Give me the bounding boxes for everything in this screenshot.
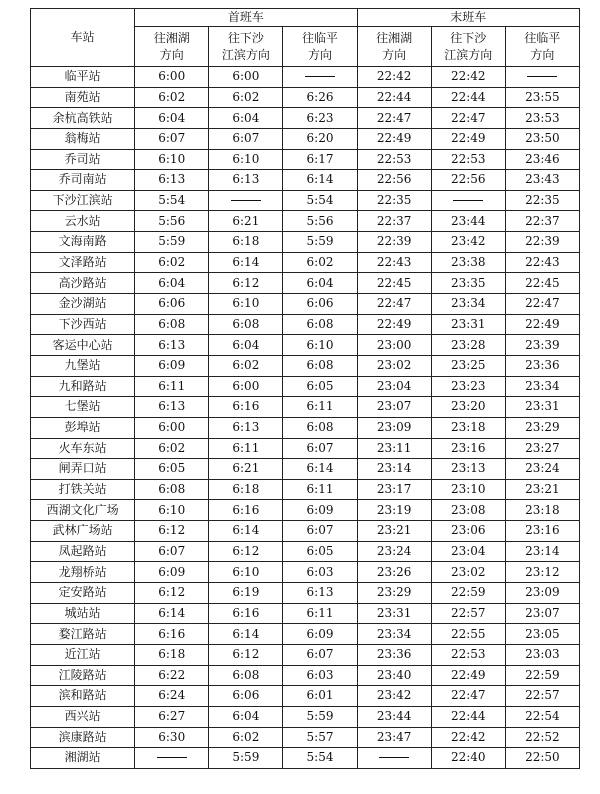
time-cell: 23:08 xyxy=(431,500,505,521)
time-cell: 22:49 xyxy=(431,665,505,686)
time-cell: 6:02 xyxy=(209,355,283,376)
time-cell: 6:09 xyxy=(135,355,209,376)
time-cell: 6:16 xyxy=(135,624,209,645)
time-cell: 23:14 xyxy=(505,541,579,562)
time-cell: 23:28 xyxy=(431,335,505,356)
time-cell: 22:56 xyxy=(357,170,431,191)
time-cell: 22:49 xyxy=(357,128,431,149)
station-name: 下沙江滨站 xyxy=(31,190,135,211)
time-cell: 22:42 xyxy=(357,67,431,88)
time-cell: 6:08 xyxy=(283,314,357,335)
time-cell: 23:34 xyxy=(357,624,431,645)
time-cell: 23:24 xyxy=(505,459,579,480)
time-cell: 5:54 xyxy=(283,190,357,211)
time-cell: 23:20 xyxy=(431,397,505,418)
time-cell xyxy=(357,748,431,769)
time-cell: 22:42 xyxy=(431,727,505,748)
station-name: 余杭高铁站 xyxy=(31,108,135,129)
time-cell: 22:50 xyxy=(505,748,579,769)
time-cell: 6:07 xyxy=(209,128,283,149)
no-service-dash xyxy=(453,200,483,201)
time-cell: 23:31 xyxy=(505,397,579,418)
time-cell: 6:07 xyxy=(135,128,209,149)
time-cell: 5:54 xyxy=(283,748,357,769)
no-service-dash xyxy=(231,200,261,201)
time-cell xyxy=(431,190,505,211)
direction-header: 往临平 方向 xyxy=(505,27,579,67)
time-cell: 22:42 xyxy=(431,67,505,88)
time-cell: 23:55 xyxy=(505,87,579,108)
no-service-dash xyxy=(527,76,557,77)
direction-header: 往下沙 江滨方向 xyxy=(209,27,283,67)
time-cell xyxy=(209,190,283,211)
time-cell: 6:12 xyxy=(209,644,283,665)
station-name: 乔司站 xyxy=(31,149,135,170)
time-cell: 23:16 xyxy=(505,521,579,542)
time-cell: 22:47 xyxy=(431,108,505,129)
station-name: 武林广场站 xyxy=(31,521,135,542)
time-cell: 23:34 xyxy=(431,294,505,315)
station-header: 车站 xyxy=(31,9,135,67)
table-row xyxy=(31,170,580,191)
time-cell: 6:24 xyxy=(135,686,209,707)
time-cell: 5:59 xyxy=(135,232,209,253)
no-service-dash xyxy=(157,757,187,758)
time-cell: 22:59 xyxy=(431,583,505,604)
time-cell: 6:04 xyxy=(209,335,283,356)
time-cell: 23:09 xyxy=(505,583,579,604)
station-name: 文海南路 xyxy=(31,232,135,253)
time-cell: 6:02 xyxy=(209,727,283,748)
time-cell: 23:27 xyxy=(505,438,579,459)
table-row xyxy=(31,87,580,108)
time-cell: 23:42 xyxy=(357,686,431,707)
time-cell: 6:18 xyxy=(209,232,283,253)
time-cell: 6:00 xyxy=(209,376,283,397)
time-cell: 22:47 xyxy=(505,294,579,315)
time-cell: 22:45 xyxy=(505,273,579,294)
time-cell: 23:21 xyxy=(357,521,431,542)
time-cell: 22:49 xyxy=(431,128,505,149)
time-cell: 5:59 xyxy=(209,748,283,769)
time-cell: 5:56 xyxy=(283,211,357,232)
time-cell: 23:06 xyxy=(431,521,505,542)
station-name: 江陵路站 xyxy=(31,665,135,686)
time-cell: 6:14 xyxy=(283,459,357,480)
time-cell: 6:00 xyxy=(135,417,209,438)
time-cell: 23:07 xyxy=(357,397,431,418)
station-name: 城站站 xyxy=(31,603,135,624)
time-cell: 6:03 xyxy=(283,562,357,583)
time-cell: 23:16 xyxy=(431,438,505,459)
time-cell: 23:14 xyxy=(357,459,431,480)
time-cell: 6:04 xyxy=(283,273,357,294)
time-cell: 22:53 xyxy=(431,644,505,665)
time-cell: 6:04 xyxy=(209,108,283,129)
time-cell: 6:02 xyxy=(135,252,209,273)
station-name: 高沙路站 xyxy=(31,273,135,294)
time-cell: 23:35 xyxy=(431,273,505,294)
time-cell: 6:05 xyxy=(135,459,209,480)
table-row xyxy=(31,459,580,480)
time-cell: 23:13 xyxy=(431,459,505,480)
time-cell: 6:08 xyxy=(283,355,357,376)
station-name: 滨和路站 xyxy=(31,686,135,707)
table-row xyxy=(31,273,580,294)
station-name: 九堡站 xyxy=(31,355,135,376)
table-row xyxy=(31,190,580,211)
schedule-body xyxy=(31,67,580,769)
time-cell: 22:56 xyxy=(431,170,505,191)
table-row xyxy=(31,417,580,438)
time-cell: 23:38 xyxy=(431,252,505,273)
time-cell: 23:03 xyxy=(505,644,579,665)
time-cell: 6:02 xyxy=(135,87,209,108)
time-cell: 6:13 xyxy=(135,397,209,418)
time-cell: 23:04 xyxy=(357,376,431,397)
time-cell: 22:43 xyxy=(505,252,579,273)
time-cell: 22:44 xyxy=(431,706,505,727)
time-cell: 23:05 xyxy=(505,624,579,645)
time-cell: 23:18 xyxy=(505,500,579,521)
table-row xyxy=(31,727,580,748)
direction-header: 往湘湖 方向 xyxy=(135,27,209,67)
table-row xyxy=(31,521,580,542)
time-cell: 6:16 xyxy=(209,603,283,624)
time-cell: 22:55 xyxy=(431,624,505,645)
time-cell: 6:16 xyxy=(209,397,283,418)
table-row xyxy=(31,562,580,583)
time-cell: 22:49 xyxy=(505,314,579,335)
time-cell: 23:09 xyxy=(357,417,431,438)
time-cell: 6:10 xyxy=(209,294,283,315)
time-cell: 6:05 xyxy=(283,376,357,397)
time-cell: 6:08 xyxy=(283,417,357,438)
time-cell: 23:12 xyxy=(505,562,579,583)
table-row xyxy=(31,644,580,665)
time-cell: 22:39 xyxy=(357,232,431,253)
time-cell: 6:04 xyxy=(135,273,209,294)
station-name: 翁梅站 xyxy=(31,128,135,149)
time-cell: 6:06 xyxy=(209,686,283,707)
time-cell: 6:11 xyxy=(283,397,357,418)
last-train-header: 末班车 xyxy=(357,9,579,27)
time-cell: 23:46 xyxy=(505,149,579,170)
station-name: 婺江路站 xyxy=(31,624,135,645)
time-cell: 6:20 xyxy=(283,128,357,149)
time-cell: 6:30 xyxy=(135,727,209,748)
time-cell: 22:47 xyxy=(357,108,431,129)
time-cell: 6:01 xyxy=(283,686,357,707)
time-cell: 6:00 xyxy=(209,67,283,88)
station-name: 下沙西站 xyxy=(31,314,135,335)
time-cell: 6:09 xyxy=(283,624,357,645)
time-cell: 6:21 xyxy=(209,211,283,232)
time-cell: 6:00 xyxy=(135,67,209,88)
time-cell: 23:36 xyxy=(357,644,431,665)
time-cell: 6:13 xyxy=(209,417,283,438)
time-cell: 23:10 xyxy=(431,479,505,500)
time-cell: 6:06 xyxy=(135,294,209,315)
time-cell: 22:53 xyxy=(431,149,505,170)
table-row xyxy=(31,314,580,335)
time-cell xyxy=(135,748,209,769)
time-cell: 22:40 xyxy=(431,748,505,769)
table-row xyxy=(31,335,580,356)
station-name: 凤起路站 xyxy=(31,541,135,562)
table-row xyxy=(31,748,580,769)
time-cell: 22:54 xyxy=(505,706,579,727)
time-cell: 22:35 xyxy=(357,190,431,211)
time-cell: 6:07 xyxy=(135,541,209,562)
table-row xyxy=(31,500,580,521)
time-cell: 22:37 xyxy=(357,211,431,232)
time-cell: 6:19 xyxy=(209,583,283,604)
time-cell: 6:06 xyxy=(283,294,357,315)
time-cell: 6:03 xyxy=(283,665,357,686)
time-cell: 6:02 xyxy=(283,252,357,273)
time-cell: 6:14 xyxy=(209,624,283,645)
time-cell: 6:07 xyxy=(283,438,357,459)
first-train-header: 首班车 xyxy=(135,9,357,27)
time-cell: 6:12 xyxy=(135,521,209,542)
time-cell: 22:57 xyxy=(431,603,505,624)
time-cell: 23:29 xyxy=(505,417,579,438)
time-cell: 22:39 xyxy=(505,232,579,253)
time-cell: 6:18 xyxy=(209,479,283,500)
time-cell: 23:44 xyxy=(357,706,431,727)
time-cell: 6:22 xyxy=(135,665,209,686)
station-name: 龙翔桥站 xyxy=(31,562,135,583)
time-cell: 23:47 xyxy=(357,727,431,748)
time-cell xyxy=(505,67,579,88)
time-cell: 6:04 xyxy=(135,108,209,129)
time-cell: 6:12 xyxy=(209,273,283,294)
time-cell: 6:02 xyxy=(135,438,209,459)
station-name: 定安路站 xyxy=(31,583,135,604)
time-cell: 6:10 xyxy=(135,149,209,170)
table-row xyxy=(31,252,580,273)
time-cell: 6:13 xyxy=(209,170,283,191)
station-name: 滨康路站 xyxy=(31,727,135,748)
no-service-dash xyxy=(305,76,335,77)
station-name: 西湖文化广场 xyxy=(31,500,135,521)
time-cell: 6:27 xyxy=(135,706,209,727)
time-cell: 6:14 xyxy=(283,170,357,191)
station-name: 文泽路站 xyxy=(31,252,135,273)
time-cell: 23:19 xyxy=(357,500,431,521)
time-cell: 6:13 xyxy=(135,335,209,356)
time-cell: 6:04 xyxy=(209,706,283,727)
station-name: 闸弄口站 xyxy=(31,459,135,480)
time-cell: 22:44 xyxy=(431,87,505,108)
time-cell: 22:45 xyxy=(357,273,431,294)
time-cell: 6:09 xyxy=(283,500,357,521)
table-row xyxy=(31,603,580,624)
time-cell: 6:13 xyxy=(283,583,357,604)
time-cell: 23:02 xyxy=(357,355,431,376)
station-name: 南苑站 xyxy=(31,87,135,108)
time-cell: 6:12 xyxy=(135,583,209,604)
no-service-dash xyxy=(379,757,409,758)
time-cell: 23:29 xyxy=(357,583,431,604)
time-cell: 22:47 xyxy=(431,686,505,707)
time-cell: 6:07 xyxy=(283,521,357,542)
time-cell: 6:14 xyxy=(209,252,283,273)
station-name: 湘湖站 xyxy=(31,748,135,769)
table-row xyxy=(31,706,580,727)
time-cell: 6:07 xyxy=(283,644,357,665)
time-cell: 6:09 xyxy=(135,562,209,583)
time-cell xyxy=(283,67,357,88)
table-row xyxy=(31,355,580,376)
time-cell: 5:59 xyxy=(283,232,357,253)
time-cell: 6:21 xyxy=(209,459,283,480)
time-cell: 6:14 xyxy=(135,603,209,624)
time-cell: 22:57 xyxy=(505,686,579,707)
table-row xyxy=(31,67,580,88)
time-cell: 6:14 xyxy=(209,521,283,542)
table-row xyxy=(31,686,580,707)
time-cell: 23:34 xyxy=(505,376,579,397)
direction-header: 往湘湖 方向 xyxy=(357,27,431,67)
station-name: 七堡站 xyxy=(31,397,135,418)
table-row xyxy=(31,211,580,232)
table-row xyxy=(31,479,580,500)
time-cell: 23:40 xyxy=(357,665,431,686)
time-cell: 23:50 xyxy=(505,128,579,149)
table-row xyxy=(31,128,580,149)
time-cell: 6:02 xyxy=(209,87,283,108)
time-cell: 22:59 xyxy=(505,665,579,686)
time-cell: 6:13 xyxy=(135,170,209,191)
table-row xyxy=(31,294,580,315)
time-cell: 23:24 xyxy=(357,541,431,562)
table-row xyxy=(31,149,580,170)
time-cell: 23:23 xyxy=(431,376,505,397)
time-cell: 23:43 xyxy=(505,170,579,191)
station-name: 彭埠站 xyxy=(31,417,135,438)
direction-header: 往下沙 江滨方向 xyxy=(431,27,505,67)
station-name: 临平站 xyxy=(31,67,135,88)
table-row xyxy=(31,624,580,645)
station-name: 西兴站 xyxy=(31,706,135,727)
table-row xyxy=(31,438,580,459)
direction-header: 往临平 方向 xyxy=(283,27,357,67)
time-cell: 22:53 xyxy=(357,149,431,170)
time-cell: 5:56 xyxy=(135,211,209,232)
time-cell: 23:21 xyxy=(505,479,579,500)
time-cell: 6:08 xyxy=(135,479,209,500)
time-cell: 6:12 xyxy=(209,541,283,562)
metro-schedule-table xyxy=(30,8,580,769)
time-cell: 6:11 xyxy=(135,376,209,397)
time-cell: 6:08 xyxy=(209,665,283,686)
table-row xyxy=(31,108,580,129)
time-cell: 6:10 xyxy=(135,500,209,521)
time-cell: 23:17 xyxy=(357,479,431,500)
time-cell: 6:16 xyxy=(209,500,283,521)
time-cell: 22:52 xyxy=(505,727,579,748)
time-cell: 6:08 xyxy=(209,314,283,335)
time-cell: 6:18 xyxy=(135,644,209,665)
time-cell: 23:53 xyxy=(505,108,579,129)
table-row xyxy=(31,232,580,253)
station-name: 近江站 xyxy=(31,644,135,665)
time-cell: 23:04 xyxy=(431,541,505,562)
time-cell: 23:11 xyxy=(357,438,431,459)
station-name: 九和路站 xyxy=(31,376,135,397)
time-cell: 6:10 xyxy=(209,149,283,170)
station-name: 金沙湖站 xyxy=(31,294,135,315)
time-cell: 22:44 xyxy=(357,87,431,108)
station-name: 云水站 xyxy=(31,211,135,232)
time-cell: 23:42 xyxy=(431,232,505,253)
time-cell: 22:35 xyxy=(505,190,579,211)
time-cell: 22:37 xyxy=(505,211,579,232)
station-name: 乔司南站 xyxy=(31,170,135,191)
time-cell: 6:10 xyxy=(209,562,283,583)
time-cell: 23:26 xyxy=(357,562,431,583)
time-cell: 23:25 xyxy=(431,355,505,376)
time-cell: 23:31 xyxy=(431,314,505,335)
table-row xyxy=(31,541,580,562)
time-cell: 5:59 xyxy=(283,706,357,727)
time-cell: 5:54 xyxy=(135,190,209,211)
table-row xyxy=(31,665,580,686)
time-cell: 22:49 xyxy=(357,314,431,335)
table-row xyxy=(31,397,580,418)
time-cell: 23:39 xyxy=(505,335,579,356)
time-cell: 23:31 xyxy=(357,603,431,624)
time-cell: 23:07 xyxy=(505,603,579,624)
time-cell: 6:11 xyxy=(283,603,357,624)
time-cell: 23:18 xyxy=(431,417,505,438)
time-cell: 6:11 xyxy=(209,438,283,459)
station-name: 火车东站 xyxy=(31,438,135,459)
time-cell: 23:44 xyxy=(431,211,505,232)
time-cell: 6:17 xyxy=(283,149,357,170)
station-name: 客运中心站 xyxy=(31,335,135,356)
time-cell: 23:00 xyxy=(357,335,431,356)
station-name: 打铁关站 xyxy=(31,479,135,500)
time-cell: 23:02 xyxy=(431,562,505,583)
time-cell: 6:08 xyxy=(135,314,209,335)
time-cell: 6:26 xyxy=(283,87,357,108)
time-cell: 22:43 xyxy=(357,252,431,273)
time-cell: 6:23 xyxy=(283,108,357,129)
time-cell: 6:11 xyxy=(283,479,357,500)
table-row xyxy=(31,376,580,397)
table-row xyxy=(31,583,580,604)
time-cell: 5:57 xyxy=(283,727,357,748)
time-cell: 6:10 xyxy=(283,335,357,356)
time-cell: 22:47 xyxy=(357,294,431,315)
time-cell: 6:05 xyxy=(283,541,357,562)
time-cell: 23:36 xyxy=(505,355,579,376)
